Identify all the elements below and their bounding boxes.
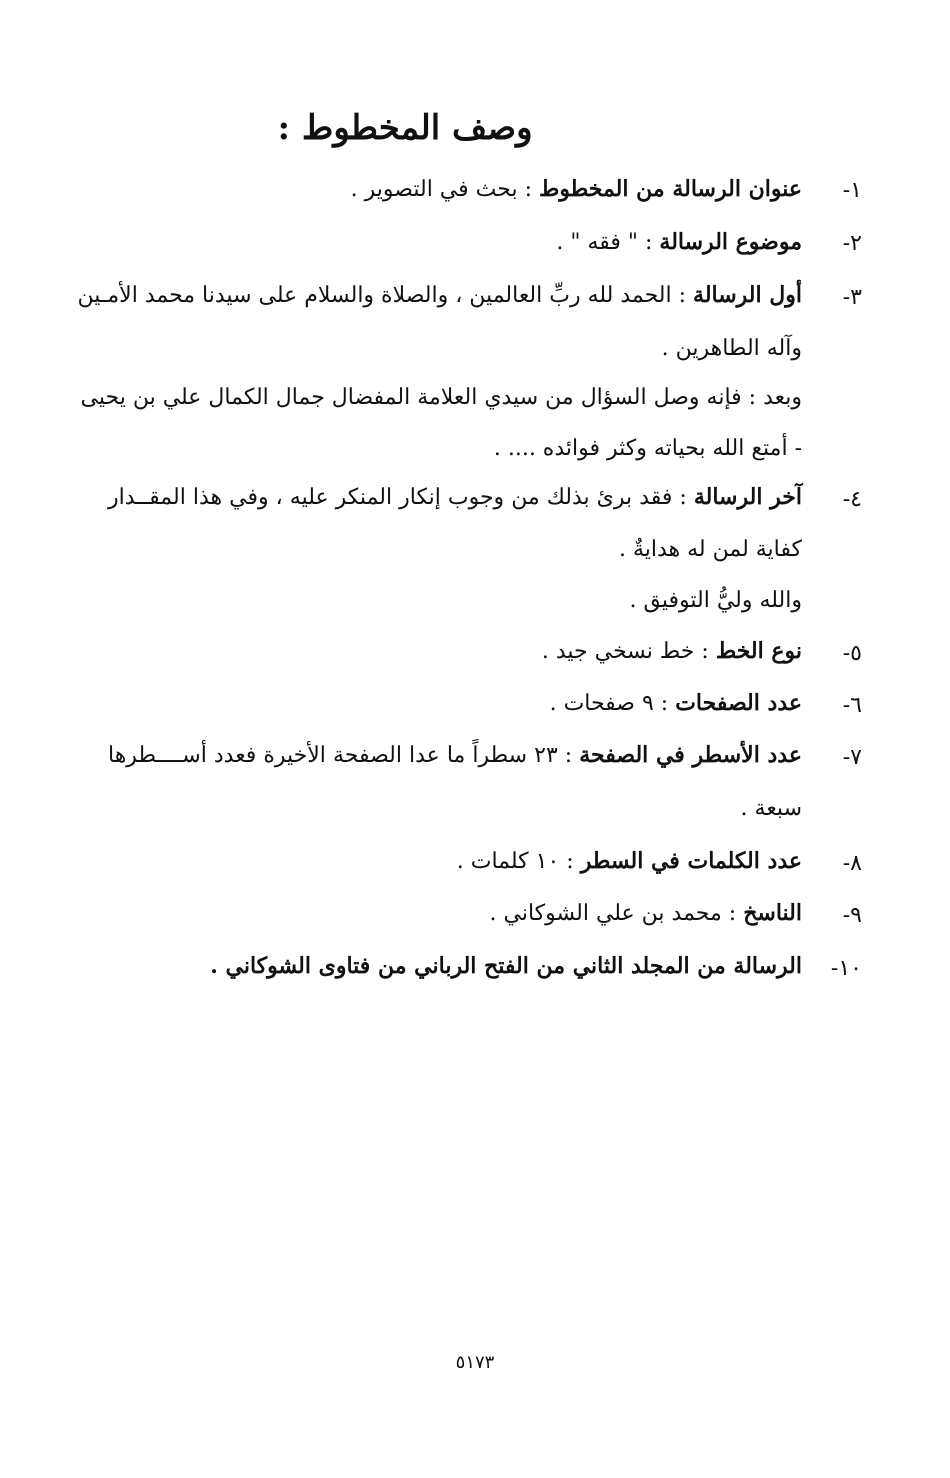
item-number: ٨- bbox=[842, 851, 862, 876]
item-label: آخر الرسالة bbox=[693, 484, 802, 510]
item-number: ٢- bbox=[842, 231, 862, 256]
item-continuation: سبعة . bbox=[740, 796, 802, 821]
item-separator: : bbox=[672, 485, 694, 510]
item-text: خط نسخي جيد . bbox=[541, 639, 695, 664]
item-number: ٦- bbox=[842, 693, 862, 718]
item-number: ١٠- bbox=[830, 956, 862, 981]
list-item bbox=[108, 690, 802, 716]
item-label: عنوان الرسالة من المخطوط bbox=[539, 176, 802, 202]
item-continuation: وبعد : فإنه وصل السؤال من سيدي العلامة المفضال جمال الكمال علي بن يحيى bbox=[80, 385, 802, 410]
list-item bbox=[108, 953, 802, 979]
list-item bbox=[108, 900, 802, 926]
item-text: " فقه " . bbox=[556, 230, 639, 255]
item-text: الحمد لله ربِّ العالمين ، والصلاة والسلام على سيدنا محمد الأمـين bbox=[77, 283, 672, 308]
item-label: الناسخ bbox=[743, 900, 802, 926]
page-title: وصف المخطوط : bbox=[277, 108, 533, 148]
item-separator: : bbox=[559, 849, 581, 874]
item-continuation: والله وليُّ التوفيق . bbox=[629, 588, 802, 613]
item-text: ٩ صفحات . bbox=[549, 691, 654, 716]
item-separator: : bbox=[721, 901, 744, 926]
item-separator: : bbox=[694, 639, 716, 664]
item-separator: : bbox=[557, 743, 580, 768]
item-separator: : bbox=[671, 283, 694, 308]
list-item bbox=[108, 176, 802, 202]
item-separator: : bbox=[638, 230, 660, 255]
list-item bbox=[108, 848, 802, 874]
item-continuation: كفاية لمن له هدايةٌ . bbox=[618, 537, 802, 562]
item-label: أول الرسالة bbox=[693, 282, 802, 308]
item-number: ٣- bbox=[842, 285, 862, 310]
item-number: ٤- bbox=[842, 487, 862, 512]
item-label: موضوع الرسالة bbox=[659, 229, 802, 255]
item-continuation: - أمتع الله بحياته وكثر فوائده .... . bbox=[493, 436, 802, 461]
list-item bbox=[108, 229, 802, 255]
list-item bbox=[108, 638, 802, 664]
item-text: ٢٣ سطراً ما عدا الصفحة الأخيرة فعدد أســــطرها bbox=[108, 743, 558, 768]
item-label: عدد الصفحات bbox=[675, 690, 802, 716]
item-separator: : bbox=[517, 177, 539, 202]
item-separator: : bbox=[653, 691, 676, 716]
list-item bbox=[77, 282, 802, 308]
item-label: نوع الخط bbox=[715, 638, 802, 664]
item-number: ١- bbox=[842, 178, 862, 203]
item-number: ٥- bbox=[842, 641, 862, 666]
item-text: محمد بن علي الشوكاني . bbox=[489, 901, 722, 926]
page-number: ٥١٧٣ bbox=[455, 1352, 495, 1373]
item-text: بحث في التصوير . bbox=[350, 177, 518, 202]
item-continuation: وآله الطاهرين . bbox=[661, 336, 802, 361]
item-text: ١٠ كلمات . bbox=[456, 849, 560, 874]
item-label: عدد الكلمات في السطر bbox=[580, 848, 802, 874]
list-item bbox=[108, 742, 802, 768]
item-number: ٩- bbox=[842, 903, 862, 928]
item-label: الرسالة من المجلد الثاني من الفتح الرباني من فتاوى الشوكاني . bbox=[210, 953, 802, 979]
list-item bbox=[108, 484, 802, 510]
item-text: فقد برئ بذلك من وجوب إنكار المنكر عليه ، وفي هذا المقــدار bbox=[108, 485, 673, 510]
item-number: ٧- bbox=[842, 745, 862, 770]
item-label: عدد الأسطر في الصفحة bbox=[579, 742, 802, 768]
